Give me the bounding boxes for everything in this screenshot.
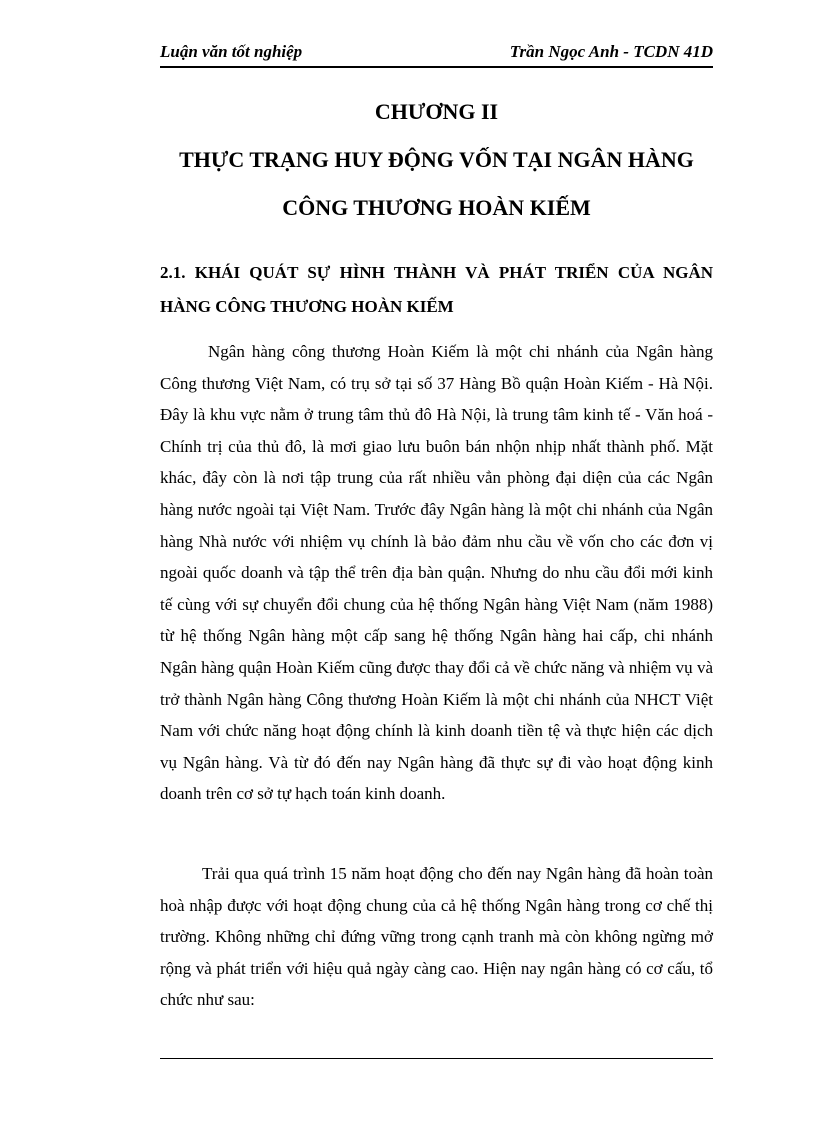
chapter-title-line-2: CÔNG THƯƠNG HOÀN KIẾM [282, 195, 591, 220]
chapter-number: CHƯƠNG II [374, 99, 499, 124]
page-header [160, 38, 713, 68]
footer-divider [160, 1058, 713, 1059]
section-heading: 2.1. KHÁI QUÁT SỰ HÌNH THÀNH VÀ PHÁT TRIỂN CỦA NGÂN HÀNG CÔNG THƯƠNG HOÀN KIẾM [160, 263, 713, 316]
body-paragraph-1: Ngân hàng công thương Hoàn Kiếm là một chi nhánh của Ngân hàng Công thương Việt Nam, có trụ sở tại số 37 Hàng Bồ quận Hoàn Kiếm - Hà Nội. Đây là khu vực nằm ở trung tâm thủ đô Hà Nội, là trung tâm kinh tế - Văn hoá - Chính trị của thủ đô, là mơi giao lưu buôn bán nhộn nhịp nhất thành phố. Mặt khác, đây còn là nơi tập trung của rất nhiều vẳn phòng đại diện của các Ngân hàng nước ngoài tại Việt Nam. Trước đây Ngân hàng là một chi nhánh của Ngân hàng Nhà nước với nhiệm vụ chính là bảo đảm nhu cầu về vốn cho các đơn vị ngoài quốc doanh và tập thể trên địa bàn quận. Nhưng do nhu cầu đổi mới kinh tế cùng với sự chuyển đổi chung của hệ thống Ngân hàng Việt Nam (năm 1988) từ hệ thống Ngân hàng một cấp sang hệ thống Ngân hàng hai cấp, chi nhánh Ngân hàng quận Hoàn Kiếm cũng được thay đổi cả về chức năng và nhiệm vụ và trở thành Ngân hàng Công thương Hoàn Kiếm là một chi nhánh của NHCT Việt Nam với chức năng hoạt động chính là kinh doanh tiền tệ và thực hiện các dịch vụ Ngân hàng. Và từ đó đến nay Ngân hàng đã thực sự đi vào hoạt động kinh doanh trên cơ sở tự hạch toán kinh doanh. [160, 342, 713, 804]
header-thesis-label: Luận văn tốt nghiệp [160, 42, 303, 61]
chapter-title-block [160, 88, 713, 232]
chapter-title-line-1: THỰC TRẠNG HUY ĐỘNG VỐN TẠI NGÂN HÀNG [179, 147, 694, 172]
header-author: Trần Ngọc Anh - TCDN 41D [509, 42, 713, 61]
body-paragraph-2: Trải qua quá trình 15 năm hoạt động cho đến nay Ngân hàng đã hoàn toàn hoà nhập được với hoạt động chung của cả hệ thống Ngân hàng trong cơ chế thị trường. Không những chỉ đứng vững trong cạnh tranh mà còn không ngừng mở rộng và phát triển với hiệu quả ngày càng cao. Hiện nay ngân hàng có cơ cấu, tổ chức như sau: [160, 864, 713, 1010]
